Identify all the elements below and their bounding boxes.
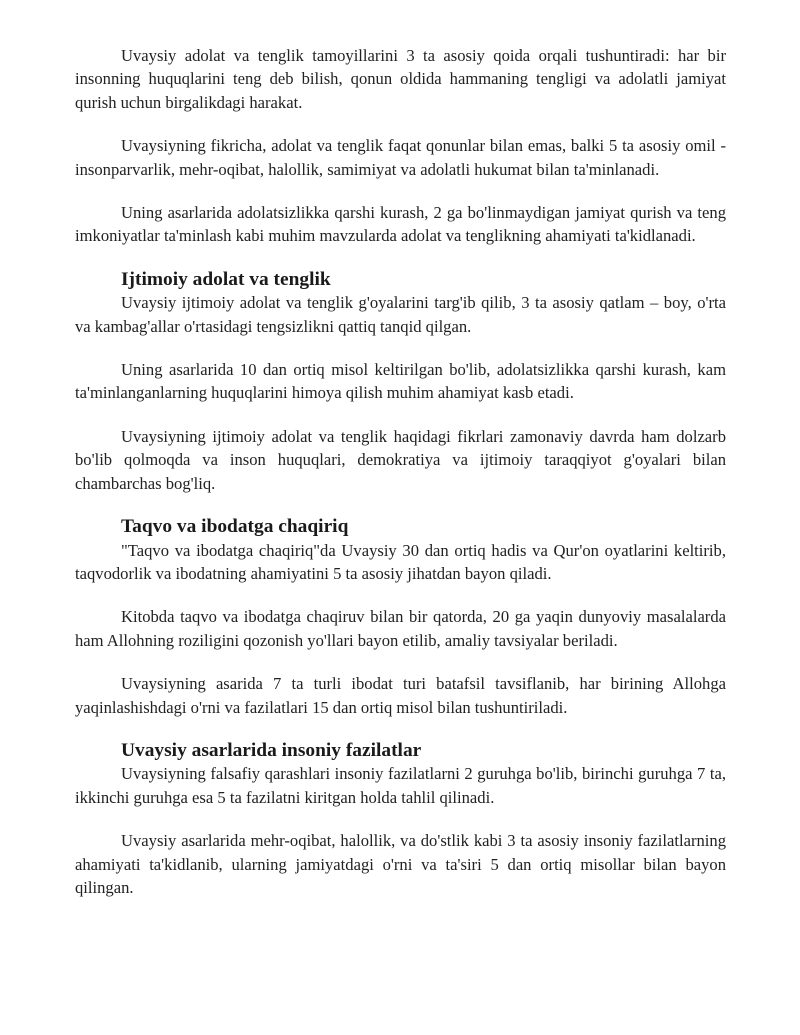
paragraph: Uvaysiy adolat va tenglik tamoyillarini 3 ta asosiy qoida orqali tushuntiradi: har bir insonning huquqlarini teng deb bilish, qonun oldida hammaning tengligi va adolatli jamiyat qurish uchun birgalikdagi harakat. [75, 46, 726, 112]
paragraph: Uvaysiy asarlarida mehr-oqibat, halollik, va do'stlik kabi 3 ta asosiy insoniy fazilatlarning ahamiyati ta'kidlanib, ularning jamiyatdagi o'rni va ta'siri 5 dan ortiq misollar bilan bayon qilingan. [75, 831, 726, 897]
paragraph: Uvaysiyning fikricha, adolat va tenglik faqat qonunlar bilan emas, balki 5 ta asosiy omil - insonparvarlik, mehr-oqibat, halollik, samimiyat va adolatli hukumat bilan ta'minlanadi. [75, 136, 726, 179]
paragraph: Uvaysiyning falsafiy qarashlari insoniy fazilatlarni 2 guruhga bo'lib, birinchi guruhga 7 ta, ikkinchi guruhga esa 5 ta fazilatni kiritgan holda tahlil qilinadi. [75, 764, 726, 807]
paragraph: Uning asarlarida adolatsizlikka qarshi kurash, 2 ga bo'linmaydigan jamiyat qurish va teng imkoniyatlar ta'minlash kabi muhim mavzularda adolat va tenglikning ahamiyati ta'kidlanadi. [75, 203, 726, 246]
paragraph: Uning asarlarida 10 dan ortiq misol keltirilgan bo'lib, adolatsizlikka qarshi kurash, kam ta'minlanganlarning huquqlarini himoya qilish muhim ahamiyat kasb etadi. [75, 360, 726, 403]
paragraph: "Taqvo va ibodatga chaqiriq"da Uvaysiy 30 dan ortiq hadis va Qur'on oyatlarini keltirib, taqvodorlik va ibodatning ahamiyatini 5 ta asosiy jihatdan bayon qiladi. [75, 540, 726, 583]
section-heading-taqvo: Taqvo va ibodatga chaqiriq [121, 516, 349, 538]
section-heading-ijtimoiy-adolat: Ijtimoiy adolat va tenglik [121, 268, 331, 290]
paragraph: Uvaysiy ijtimoiy adolat va tenglik g'oyalarini targ'ib qilib, 3 ta asosiy qatlam – boy, o'rta va kambag'allar o'rtasidagi tengsizlikni qattiq tanqid qilgan. [75, 293, 726, 336]
paragraph: Uvaysiyning ijtimoiy adolat va tenglik haqidagi fikrlari zamonaviy davrda ham dolzarb bo'lib qolmoqda va inson huquqlari, demokratiya va ijtimoiy taraqqiyot g'oyalari bilan chambarchas bog'liq. [75, 426, 726, 493]
document-page [75, 44, 726, 899]
paragraph: Kitobda taqvo va ibodatga chaqiruv bilan bir qatorda, 20 ga yaqin dunyoviy masalalarda ham Allohning roziligini qozonish yo'llari bayon etilib, amaliy tavsiyalar beriladi. [75, 607, 726, 650]
section-heading-insoniy-fazilatlar: Uvaysiy asarlarida insoniy fazilatlar [121, 739, 422, 761]
paragraph: Uvaysiyning asarida 7 ta turli ibodat turi batafsil tavsiflanib, har birining Allohga yaqinlashishdagi o'rni va fazilatlari 15 dan ortiq misol bilan tushuntiriladi. [75, 674, 726, 717]
